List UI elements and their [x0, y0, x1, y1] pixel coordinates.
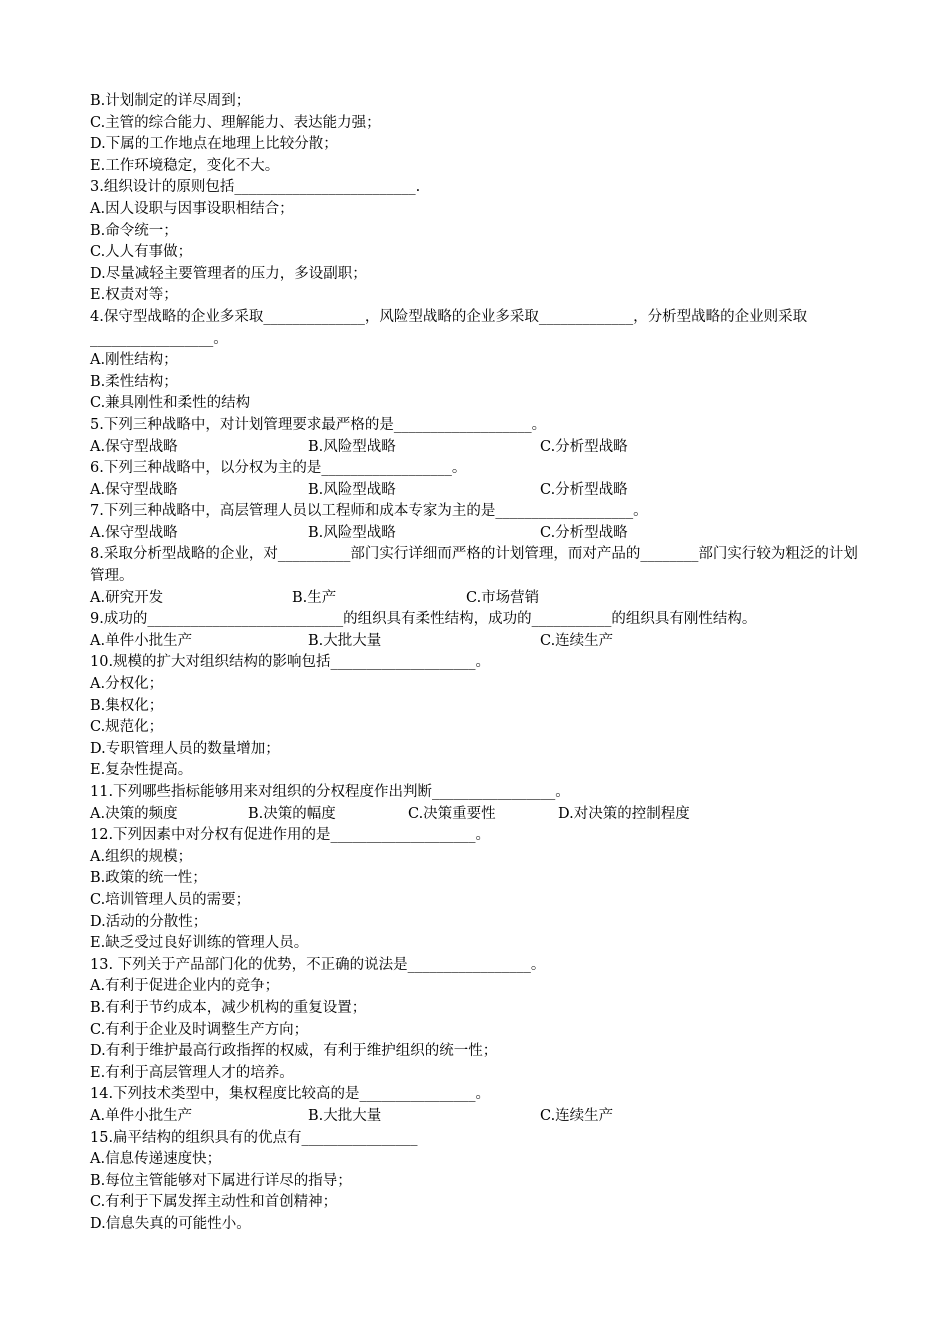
option-a: A.单件小批生产: [90, 1107, 193, 1124]
option-line: E.缺乏受过良好训练的管理人员。: [90, 935, 309, 952]
option-line: C.培训管理人员的需要；: [90, 891, 251, 908]
question-9: 9.成功的___________________________的组织具有柔性结构，成功的___________的组织具有刚性结构。: [90, 611, 757, 628]
option-line: A.分权化；: [90, 676, 164, 693]
option-b: B.风险型战略: [308, 524, 396, 541]
option-a: A.保守型战略: [90, 481, 178, 498]
option-c: C.分析型战略: [540, 481, 628, 498]
option-b: B.决策的幅度: [248, 805, 336, 822]
question-3: 3.组织设计的原则包括_________________________.: [90, 179, 421, 196]
question-4: 4.保守型战略的企业多采取______________，风险型战略的企业多采取_____________，分析型战略的企业则采取_________________。: [90, 308, 808, 347]
option-line: C.有利于企业及时调整生产方向；: [90, 1021, 309, 1038]
option-c: C.分析型战略: [540, 438, 628, 455]
question-9-options: [90, 631, 870, 653]
option-b: B.大批大量: [308, 1107, 382, 1124]
option-b: B.生产: [292, 589, 337, 606]
option-line: D.有利于维护最高行政指挥的权威，有利于维护组织的统一性；: [90, 1043, 498, 1060]
option-d: D.对决策的控制程度: [558, 805, 690, 822]
question-6-options: [90, 480, 870, 502]
question-13: 13. 下列关于产品部门化的优势，不正确的说法是_________________。: [90, 956, 546, 973]
option-line: B.有利于节约成本，减少机构的重复设置；: [90, 999, 367, 1016]
question-7: 7.下列三种战略中，高层管理人员以工程师和成本专家为主的是___________________。: [90, 503, 648, 520]
question-11: 11.下列哪些指标能够用来对组织的分权程度作出判断_________________。: [90, 784, 570, 800]
option-c: C.决策重要性: [408, 805, 496, 822]
option-line: A.因人设职与因事设职相结合；: [90, 200, 294, 217]
option-line: D.尽量减轻主要管理者的压力，多设副职；: [90, 265, 367, 282]
option-line: D.活动的分散性；: [90, 913, 208, 930]
option-c: C.市场营销: [466, 589, 540, 606]
option-line: B.命令统一；: [90, 222, 178, 239]
option-line: C.主管的综合能力、理解能力、表达能力强；: [90, 114, 381, 131]
option-line: D.信息失真的可能性小。: [90, 1215, 251, 1232]
option-line: B.集权化；: [90, 697, 164, 714]
option-line: E.工作环境稳定，变化不大。: [90, 157, 280, 174]
question-11-options: [90, 804, 870, 826]
question-12: 12.下列因素中对分权有促进作用的是____________________。: [90, 827, 491, 844]
option-line: D.下属的工作地点在地理上比较分散；: [90, 136, 338, 153]
question-8: 8.采取分析型战略的企业，对__________部门实行详细而严格的计划管理，而对产品的________部门实行较为粗泛的计划管理。: [90, 546, 858, 585]
option-line: A.信息传递速度快；: [90, 1151, 222, 1168]
question-8-options: [90, 588, 870, 610]
question-5-options: [90, 437, 870, 459]
option-line: E.复杂性提高。: [90, 762, 193, 779]
option-line: E.有利于高层管理人才的培养。: [90, 1064, 294, 1081]
option-line: B.政策的统一性；: [90, 870, 207, 887]
option-line: B.柔性结构；: [90, 373, 178, 390]
option-c: C.连续生产: [540, 1107, 614, 1124]
option-line: A.有利于促进企业内的竞争；: [90, 978, 280, 995]
option-line: C.兼具刚性和柔性的结构: [90, 395, 251, 412]
option-line: A.组织的规模；: [90, 848, 193, 865]
option-a: A.研究开发: [90, 589, 164, 606]
option-line: E.权责对等；: [90, 287, 178, 304]
option-line: C.规范化；: [90, 719, 164, 736]
option-b: B.风险型战略: [308, 438, 396, 455]
option-a: A.保守型战略: [90, 524, 178, 541]
question-15: 15.扁平结构的组织具有的优点有________________: [90, 1129, 418, 1146]
option-a: A.决策的频度: [90, 805, 178, 822]
option-b: B.大批大量: [308, 632, 382, 649]
question-7-options: [90, 523, 870, 545]
option-c: C.分析型战略: [540, 524, 628, 541]
question-14: 14.下列技术类型中，集权程度比较高的是________________。: [90, 1086, 491, 1103]
question-10: 10.规模的扩大对组织结构的影响包括____________________。: [90, 654, 491, 671]
option-line: B.每位主管能够对下属进行详尽的指导；: [90, 1172, 352, 1189]
option-line: C.有利于下属发挥主动性和首创精神；: [90, 1194, 338, 1211]
option-a: A.单件小批生产: [90, 632, 193, 649]
option-line: D.专职管理人员的数量增加；: [90, 740, 280, 757]
option-line: C.人人有事做；: [90, 244, 193, 261]
option-line: A.刚性结构；: [90, 352, 178, 369]
option-c: C.连续生产: [540, 632, 614, 649]
question-5: 5.下列三种战略中，对计划管理要求最严格的是___________________。: [90, 416, 547, 433]
option-line: B.计划制定的详尽周到；: [90, 93, 251, 109]
question-14-options: [90, 1106, 870, 1128]
option-a: A.保守型战略: [90, 438, 178, 455]
option-b: B.风险型战略: [308, 481, 396, 498]
question-6: 6.下列三种战略中，以分权为主的是__________________。: [90, 460, 467, 477]
